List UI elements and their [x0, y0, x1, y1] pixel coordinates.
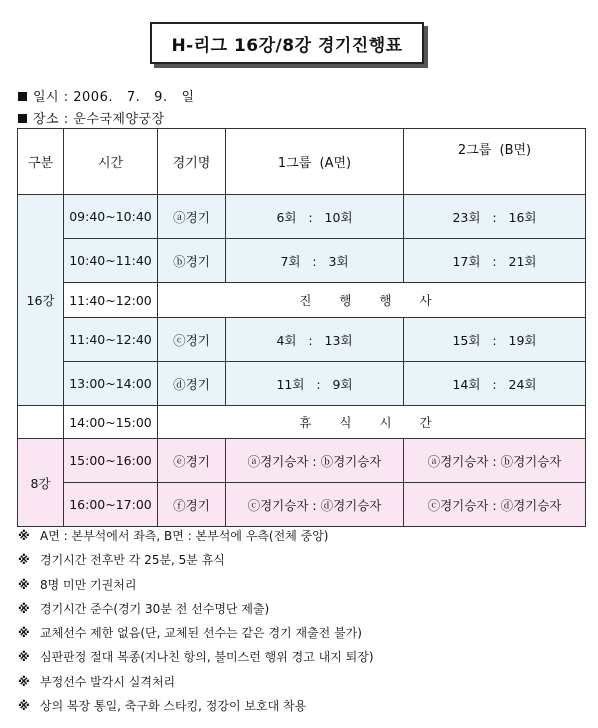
match-cell: ⓕ경기	[158, 483, 226, 527]
group-a-cell: 11회 : 9회	[226, 362, 404, 406]
group-a-cell: 7회 : 3회	[226, 239, 404, 283]
time-cell: 10:40~11:40	[64, 239, 158, 283]
group-b-cell: 14회 : 24회	[404, 362, 586, 406]
time-cell: 11:40~12:40	[64, 318, 158, 362]
table-row	[18, 195, 586, 239]
note-mark: ※	[18, 529, 30, 543]
bullet-square-icon	[18, 114, 27, 123]
group-a-cell: 4회 : 13회	[226, 318, 404, 362]
note-mark: ※	[18, 553, 30, 568]
note-mark: ※	[18, 674, 30, 689]
place-info	[18, 108, 165, 127]
note-text: 8명 미만 기권처리	[40, 577, 137, 592]
notes-list	[18, 524, 374, 718]
note-mark: ※	[18, 699, 30, 714]
note-mark: ※	[18, 601, 30, 616]
note-item	[18, 645, 374, 669]
note-text: A면 : 본부석에서 좌측, B면 : 본부석에 우측(전체 중앙)	[40, 529, 329, 543]
table-row	[18, 283, 586, 318]
note-text: 교체선수 제한 없음(단, 교체된 선수는 같은 경기 재출전 불가)	[40, 626, 362, 641]
table-row	[18, 239, 586, 283]
note-text: 경기시간 준수(경기 30분 전 선수명단 제출)	[40, 601, 270, 616]
time-cell: 13:00~14:00	[64, 362, 158, 406]
note-item	[18, 548, 374, 572]
table-row	[18, 406, 586, 439]
group-b-cell: 15회 : 19회	[404, 318, 586, 362]
note-item	[18, 573, 374, 597]
table-row	[18, 483, 586, 527]
time-cell: 16:00~17:00	[64, 483, 158, 527]
table-row	[18, 318, 586, 362]
group-a-cell: ⓒ경기승자 : ⓓ경기승자	[226, 483, 404, 527]
title-text: H-리그 16강/8강 경기진행표	[171, 35, 403, 56]
match-cell: ⓑ경기	[158, 239, 226, 283]
date-text: 일시 : 2006. 7. 9. 일	[33, 90, 195, 105]
match-cell: ⓓ경기	[158, 362, 226, 406]
header-cell: 시간	[64, 129, 158, 195]
date-info	[18, 86, 195, 105]
bullet-square-icon	[18, 92, 27, 101]
match-cell: ⓐ경기	[158, 195, 226, 239]
note-text: 경기시간 전후반 각 25분, 5분 휴식	[40, 553, 225, 568]
header-cell: 구분	[18, 129, 64, 195]
note-text: 부정선수 발각시 실격처리	[40, 674, 176, 689]
header-cell: 경기명	[158, 129, 226, 195]
note-mark: ※	[18, 577, 30, 592]
note-item	[18, 670, 374, 694]
time-cell: 11:40~12:00	[64, 283, 158, 318]
time-cell: 14:00~15:00	[64, 406, 158, 439]
note-mark: ※	[18, 626, 30, 641]
note-item	[18, 621, 374, 645]
match-cell: ⓒ경기	[158, 318, 226, 362]
note-item	[18, 694, 374, 718]
header-cell: 2그룹 (B면)	[404, 129, 586, 195]
time-cell: 15:00~16:00	[64, 439, 158, 483]
schedule-table	[17, 128, 586, 527]
header-cell: 1그룹 (A면)	[226, 129, 404, 195]
table-row	[18, 362, 586, 406]
event-cell: 휴 식 시 간	[158, 406, 586, 439]
group-b-cell: ⓒ경기승자 : ⓓ경기승자	[404, 483, 586, 527]
match-cell: ⓔ경기	[158, 439, 226, 483]
note-item	[18, 597, 374, 621]
note-text: 상의 복장 통일, 축구화 스타킹, 정강이 보호대 착용	[40, 699, 307, 714]
table-row	[18, 439, 586, 483]
round16-label: 16강	[18, 195, 64, 406]
header-row	[18, 129, 586, 195]
group-b-cell: 23회 : 16회	[404, 195, 586, 239]
note-item	[18, 524, 374, 548]
group-b-cell: ⓐ경기승자 : ⓑ경기승자	[404, 439, 586, 483]
place-text: 장소 : 운수국제양궁장	[33, 112, 165, 127]
page-title	[150, 22, 424, 64]
event-cell: 진 행 행 사	[158, 283, 586, 318]
group-b-cell: 17회 : 21회	[404, 239, 586, 283]
note-mark: ※	[18, 650, 30, 665]
group-a-cell: ⓐ경기승자 : ⓑ경기승자	[226, 439, 404, 483]
group-a-cell: 6회 : 10회	[226, 195, 404, 239]
note-text: 심판판정 절대 복종(지나친 항의, 불미스런 행위 경고 내지 퇴장)	[40, 650, 374, 665]
round8-label: 8강	[18, 439, 64, 527]
empty-cell	[18, 406, 64, 439]
time-cell: 09:40~10:40	[64, 195, 158, 239]
